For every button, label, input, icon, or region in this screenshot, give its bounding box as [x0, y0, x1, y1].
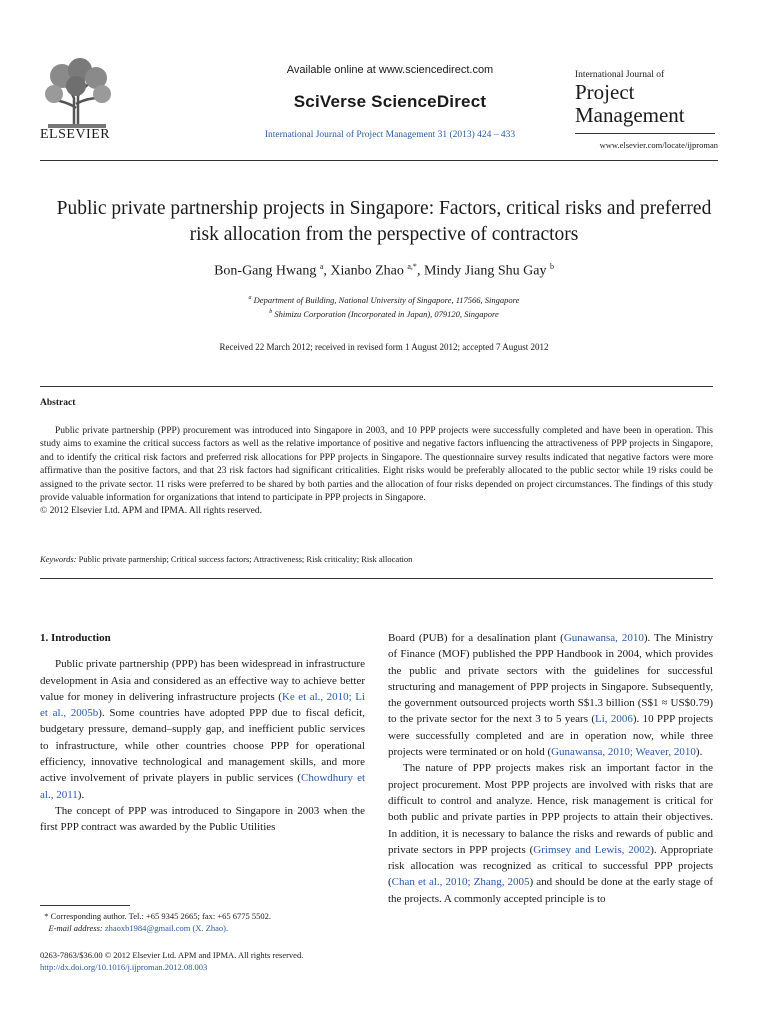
doi-link[interactable]: http://dx.doi.org/10.1016/j.ijproman.2012.08.003	[40, 962, 208, 972]
abstract-copyright: © 2012 Elsevier Ltd. APM and IPMA. All rights reserved.	[40, 506, 263, 517]
abstract-bottom-rule	[40, 578, 713, 579]
issn-text: 0263-7863/$36.00 © 2012 Elsevier Ltd. APM and IPMA. All rights reserved.	[40, 950, 304, 960]
abstract-heading: Abstract	[40, 398, 76, 408]
footnote-rule	[40, 905, 130, 906]
journal-citation-link[interactable]: International Journal of Project Management 31 (2013) 424 – 433	[264, 130, 516, 140]
abstract-text: Public private partnership (PPP) procurement was introduced into Singapore in 2003, and 10 PPP projects were successfully completed and have been in operation. This study aims to examine the critical success factors as well as the relative importance of positive and negative factors influencing the attractiveness of PPP projects in Singapore, and to identify the critical risk factors and preferred risk allocations for PPP projects in Singapore. The questionnaire survey results indicated that negative factors were more affirmative than the positive factors, and that 23 risk factors had significant criticalities. Eight risks would be preferably allocated to the public sector while 19 risks could be assigned to the private sector. 11 risks were preferred to be shared by both parties and the allocation of four risks depended on project circumstances. The findings of this study provide valuable information for organizations that intend to participate in PPP projects in Singapore.	[40, 426, 713, 504]
sciverse-sciencedirect-logo[interactable]: SciVerse ScienceDirect	[293, 92, 487, 111]
corresponding-author-footnote: * Corresponding author. Tel.: +65 9345 2665; fax: +65 6775 5502. E-mail address: zhaoxb1984@gmail.com (X. Zhao).	[40, 911, 271, 933]
citation-link[interactable]: Grimsey and Lewis, 2002	[533, 843, 651, 856]
affiliations	[40, 292, 728, 320]
citation-link[interactable]: Li, 2006	[594, 713, 633, 726]
affiliation-sup: a	[248, 295, 252, 301]
issn-copyright	[40, 949, 365, 973]
affiliation-text: Department of Building, National University of Singapore, 117566, Singapore	[253, 294, 520, 305]
paragraph: The concept of PPP was introduced to Singapore in 2003 when the first PPP contract was awarded by the Public Utilities	[40, 804, 365, 834]
header-divider	[40, 160, 718, 161]
author-list: Bon-Gang Hwang $^a$, Xianbo Zhao $^{a,*}$, Mindy Jiang Shu Gay $^b$	[214, 262, 554, 279]
affiliation-item	[40, 292, 728, 306]
journal-name-small: International Journal of	[575, 70, 665, 80]
paragraph: Public private partnership (PPP) has been widespread in infrastructure development in Asia and considered as an effective way to achieve better value for money in delivering infrastructure projects (Ke et al., 2010; Li et al., 2005b). Some countries have adopted PPP due to fiscal deficit, budgetary pressure, demand–supply gap, and inefficient public services to infrastructure, while other countries choose PPP for operational efficiency, innovative technological and management skills, and more active involvement of private players in public services (Chowdhury et al., 2011).	[40, 658, 366, 801]
journal-logo-rule	[575, 133, 715, 134]
citation-link[interactable]: Gunawansa, 2010	[563, 632, 644, 644]
email-label: E-mail address:	[48, 923, 103, 933]
email-link[interactable]: zhaoxb1984@gmail.com (X. Zhao).	[104, 923, 229, 933]
author-name[interactable]: Bon-Gang Hwang	[214, 263, 317, 279]
affiliation-sup: b	[269, 308, 273, 315]
author-name[interactable]: Xianbo Zhao	[330, 263, 404, 279]
author-affil-sup: a,*	[407, 262, 417, 271]
section-heading-introduction: 1. Introduction	[40, 632, 111, 644]
body-column-left	[40, 630, 365, 836]
keywords-label: Keywords:	[40, 554, 77, 564]
elsevier-tree-logo	[40, 58, 114, 130]
article-history-dates: Received 22 March 2012; received in revised form 1 August 2012; accepted 7 August 2012	[219, 342, 549, 352]
citation-link[interactable]: Chowdhury et al., 2011	[40, 772, 366, 801]
abstract-body	[40, 425, 713, 519]
citation-link[interactable]: Gunawansa, 2010; Weaver, 2010	[551, 746, 696, 759]
citation-link[interactable]: Ke et al., 2010; Li et al., 2005b	[40, 690, 365, 720]
available-online-text[interactable]: Available online at www.sciencedirect.com	[286, 64, 494, 76]
author-name[interactable]: Mindy Jiang Shu Gay	[423, 263, 547, 279]
journal-name-line-1: Project	[575, 80, 635, 104]
journal-url-link[interactable]: www.elsevier.com/locate/ijproman	[599, 140, 718, 150]
citation-link[interactable]: Chan et al., 2010; Zhang, 2005	[391, 876, 530, 889]
corresponding-author-text: Corresponding author. Tel.: +65 9345 2665; fax: +65 6775 5502.	[50, 911, 271, 921]
keywords-line	[40, 554, 720, 564]
author-affil-sup: a	[319, 262, 324, 271]
keywords-list: Public private partnership; Critical success factors; Attractiveness; Risk criticality; Risk allocation	[78, 554, 413, 564]
paragraph: Board (PUB) for a desalination plant (Gunawansa, 2010). The Ministry of Finance (MOF) published the PPP Handbook in 2004, which provides the public and private sectors with the guidelines for successful structuring and management of PPP projects in Singapore. Subsequently, the government outsourced projects worth S$1.3 billion (S$1 ≈ US$0.79) to the private sector for the next 3 to 5 years (Li, 2006). 10 PPP projects were successfully completed and are in operation now, while three projects were terminated or on hold (Gunawansa, 2010; Weaver, 2010).	[388, 632, 713, 759]
affiliation-item	[40, 306, 728, 320]
affiliation-text: Shimizu Corporation (Incorporated in Japan), 079120, Singapore	[274, 308, 499, 319]
publisher-name: ELSEVIER	[40, 127, 111, 142]
journal-name-line-2: Management	[575, 103, 685, 127]
body-column-right	[388, 630, 713, 907]
abstract-top-rule	[40, 386, 713, 387]
article-title: Public private partnership projects in Singapore: Factors, critical risks and preferred risk allocation from the perspective of contractors	[56, 198, 712, 245]
author-affil-sup: b	[549, 262, 554, 271]
paragraph: The nature of PPP projects makes risk an important factor in the project procurement. Most PPP projects are involved with risks that are difficult to control and analyze. Hence, risk management is critical for both public and private parties in PPP projects to attain their objectives. In addition, it is necessary to balance the risks and rewards of public and private sectors in PPP projects (Grimsey and Lewis, 2002). Appropriate risk allocation was recognized as critical to successful PPP projects (Chan et al., 2010; Zhang, 2005) and should be done at the early stage of the projects. A commonly accepted principle is to	[388, 762, 713, 905]
journal-logo	[575, 70, 725, 126]
